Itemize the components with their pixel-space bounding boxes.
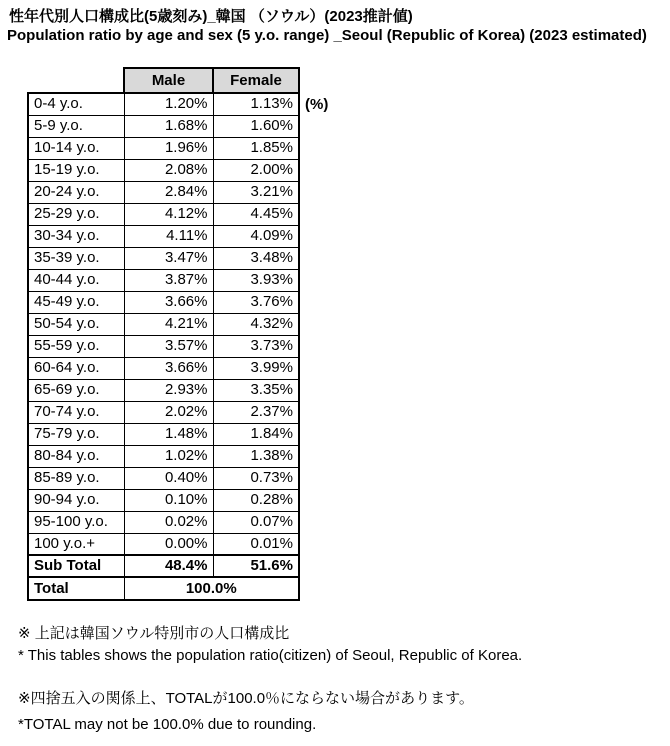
age-label: 100 y.o.+: [28, 533, 124, 555]
table-row: [28, 313, 299, 335]
male-value: 2.84%: [124, 181, 213, 203]
table-row: [28, 379, 299, 401]
female-value: 3.76%: [213, 291, 299, 313]
table-header-row: [28, 68, 299, 93]
female-value: 3.48%: [213, 247, 299, 269]
age-label: 25-29 y.o.: [28, 203, 124, 225]
table-row: [28, 401, 299, 423]
total-value: 100.0%: [124, 577, 299, 600]
age-label: 65-69 y.o.: [28, 379, 124, 401]
female-value: 3.99%: [213, 357, 299, 379]
age-label: 70-74 y.o.: [28, 401, 124, 423]
age-label: 95-100 y.o.: [28, 511, 124, 533]
header-empty-cell: [28, 68, 124, 93]
age-label: 5-9 y.o.: [28, 115, 124, 137]
column-header-female: Female: [213, 68, 299, 93]
male-value: 3.57%: [124, 335, 213, 357]
age-label: 85-89 y.o.: [28, 467, 124, 489]
male-value: 4.21%: [124, 313, 213, 335]
female-value: 3.35%: [213, 379, 299, 401]
female-value: 0.07%: [213, 511, 299, 533]
table-row: [28, 357, 299, 379]
male-value: 0.02%: [124, 511, 213, 533]
age-label: 10-14 y.o.: [28, 137, 124, 159]
female-value: 3.73%: [213, 335, 299, 357]
total-label: Total: [28, 577, 124, 600]
table-row: [28, 269, 299, 291]
female-value: 1.84%: [213, 423, 299, 445]
male-value: 0.40%: [124, 467, 213, 489]
table-row: [28, 137, 299, 159]
age-label: 15-19 y.o.: [28, 159, 124, 181]
age-label: 40-44 y.o.: [28, 269, 124, 291]
table-row: [28, 203, 299, 225]
table-row: [28, 115, 299, 137]
male-value: 3.66%: [124, 357, 213, 379]
table-row: [28, 489, 299, 511]
male-value: 4.12%: [124, 203, 213, 225]
female-value: 3.93%: [213, 269, 299, 291]
male-value: 0.10%: [124, 489, 213, 511]
female-value: 0.01%: [213, 533, 299, 555]
age-label: 20-24 y.o.: [28, 181, 124, 203]
male-value: 2.02%: [124, 401, 213, 423]
age-label: 45-49 y.o.: [28, 291, 124, 313]
female-value: 4.45%: [213, 203, 299, 225]
table-row: [28, 511, 299, 533]
male-value: 1.48%: [124, 423, 213, 445]
female-value: 1.85%: [213, 137, 299, 159]
age-label: 0-4 y.o.: [28, 93, 124, 115]
male-value: 1.96%: [124, 137, 213, 159]
female-value: 0.73%: [213, 467, 299, 489]
age-label: 30-34 y.o.: [28, 225, 124, 247]
table-row: [28, 445, 299, 467]
male-value: 3.47%: [124, 247, 213, 269]
page-title-japanese: 性年代別人口構成比(5歳刻み)_韓国 （ソウル）(2023推計値): [9, 8, 413, 25]
male-value: 1.68%: [124, 115, 213, 137]
female-value: 2.00%: [213, 159, 299, 181]
age-label: 80-84 y.o.: [28, 445, 124, 467]
table-row: [28, 423, 299, 445]
female-value: 1.60%: [213, 115, 299, 137]
note-seoul-english: * This tables shows the population ratio(citizen) of Seoul, Republic of Korea.: [18, 647, 523, 664]
note-rounding-japanese: ※四捨五入の関係上、TOTALが100.0％にならない場合があります。: [18, 690, 474, 707]
age-label: 55-59 y.o.: [28, 335, 124, 357]
female-value: 4.32%: [213, 313, 299, 335]
male-value: 3.66%: [124, 291, 213, 313]
table-row: [28, 247, 299, 269]
male-value: 1.20%: [124, 93, 213, 115]
percent-unit-label: (%): [305, 96, 329, 113]
page-title-english: Population ratio by age and sex (5 y.o. range) _Seoul (Republic of Korea) (2023 estimated): [7, 27, 647, 44]
sub-total-female-value: 51.6%: [213, 555, 299, 577]
table-row: [28, 225, 299, 247]
table-row: [28, 291, 299, 313]
table-row: [28, 93, 299, 115]
table-row: [28, 181, 299, 203]
age-label: 35-39 y.o.: [28, 247, 124, 269]
population-ratio-table: [27, 67, 300, 601]
female-value: 2.37%: [213, 401, 299, 423]
age-label: 90-94 y.o.: [28, 489, 124, 511]
age-label: 60-64 y.o.: [28, 357, 124, 379]
table-row: [28, 533, 299, 555]
table-row: [28, 467, 299, 489]
table-row: [28, 335, 299, 357]
age-label: 75-79 y.o.: [28, 423, 124, 445]
male-value: 2.93%: [124, 379, 213, 401]
sub-total-male-value: 48.4%: [124, 555, 213, 577]
table-row: [28, 159, 299, 181]
female-value: 3.21%: [213, 181, 299, 203]
column-header-male: Male: [124, 68, 213, 93]
female-value: 4.09%: [213, 225, 299, 247]
male-value: 1.02%: [124, 445, 213, 467]
age-label: 50-54 y.o.: [28, 313, 124, 335]
male-value: 0.00%: [124, 533, 213, 555]
total-row: [28, 577, 299, 600]
male-value: 3.87%: [124, 269, 213, 291]
female-value: 1.38%: [213, 445, 299, 467]
female-value: 1.13%: [213, 93, 299, 115]
sub-total-row: [28, 555, 299, 577]
note-seoul-japanese: ※ 上記は韓国ソウル特別市の人口構成比: [18, 625, 290, 642]
note-rounding-english: *TOTAL may not be 100.0% due to rounding.: [18, 716, 317, 733]
female-value: 0.28%: [213, 489, 299, 511]
male-value: 4.11%: [124, 225, 213, 247]
male-value: 2.08%: [124, 159, 213, 181]
sub-total-label: Sub Total: [28, 555, 124, 577]
